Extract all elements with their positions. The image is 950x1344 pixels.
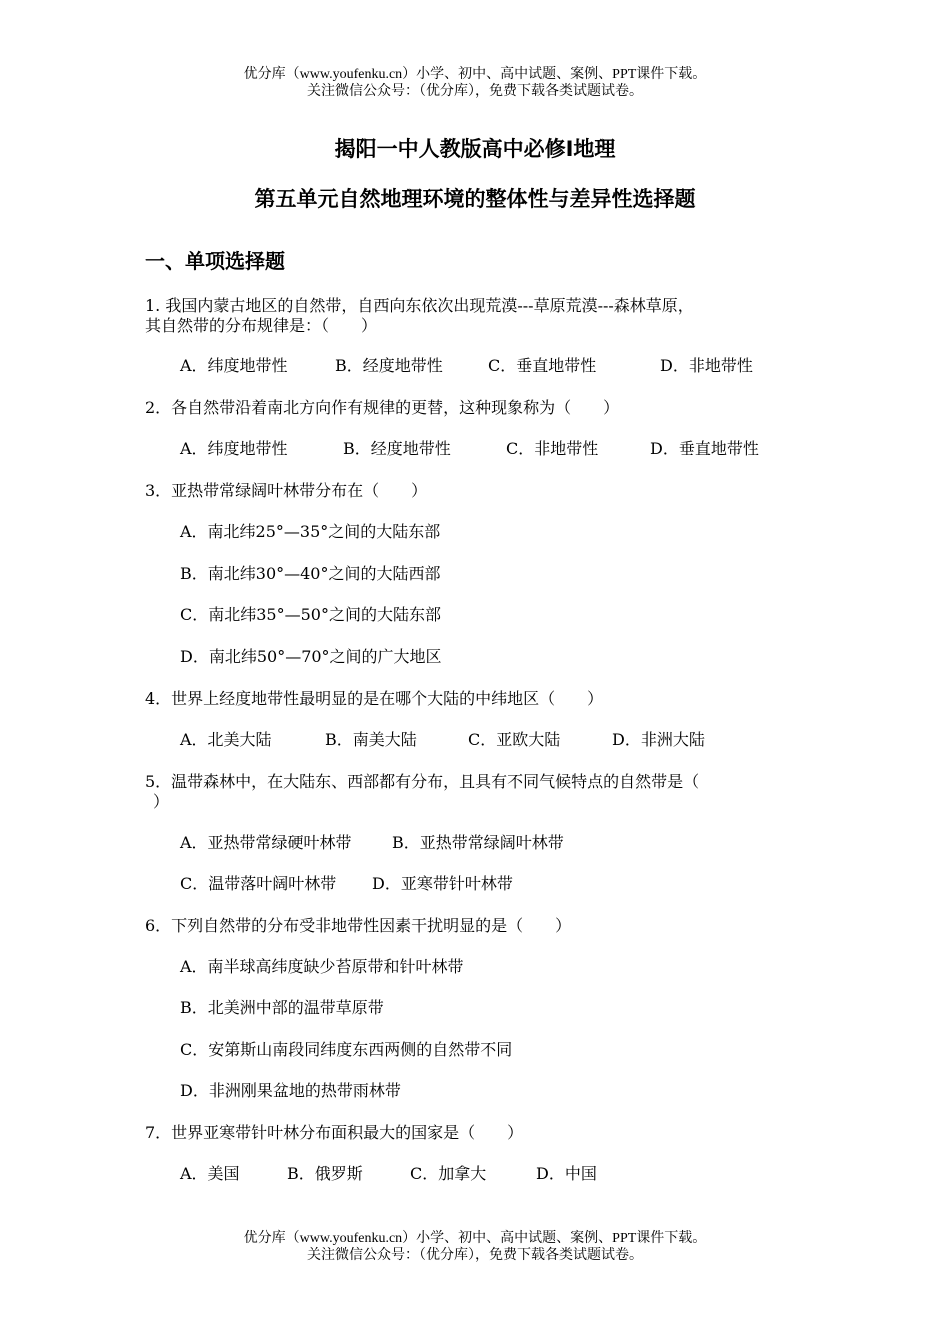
option-b: B．北美洲中部的温带草原带 — [180, 998, 384, 1017]
question-stem-continued: 其自然带的分布规律是：（ ） — [145, 316, 378, 335]
footer-line-2: 关注微信公众号：（优分库），免费下载各类试题试卷。 — [307, 1248, 643, 1263]
option-d: D．中国 — [536, 1164, 597, 1183]
question-5 — [145, 772, 830, 812]
option-c: C．亚欧大陆 — [468, 730, 561, 749]
option-c: C．垂直地带性 — [488, 356, 597, 375]
option-a: A．纬度地带性 — [180, 439, 288, 458]
option-c: C．加拿大 — [410, 1164, 487, 1183]
option-a: A．南北纬25°—35°之间的大陆东部 — [180, 522, 441, 541]
question-stem: 6．下列自然带的分布受非地带性因素干扰明显的是（ ） — [145, 916, 572, 935]
option-b: B．经度地带性 — [343, 439, 451, 458]
option-c: C．非地带性 — [506, 439, 599, 458]
question-stem-continued: ） — [153, 792, 170, 811]
option-c: C．温带落叶阔叶林带 — [180, 874, 337, 893]
option-b: B．经度地带性 — [335, 356, 443, 375]
option-a: A．亚热带常绿硬叶林带 — [180, 833, 352, 852]
section-heading: 一、单项选择题 — [145, 249, 285, 273]
question-1 — [145, 296, 830, 336]
option-a: A．纬度地带性 — [180, 356, 288, 375]
option-b: B．南美大陆 — [325, 730, 417, 749]
option-d: D．亚寒带针叶林带 — [372, 874, 513, 893]
question-6 — [145, 916, 830, 936]
option-a: A．南半球高纬度缺少苔原带和针叶林带 — [180, 957, 464, 976]
question-3 — [145, 481, 830, 501]
footer-line-1: 优分库（www.youfenku.cn）小学、初中、高中试题、案例、PPT课件下载。 — [243, 1231, 707, 1246]
question-stem: 2．各自然带沿着南北方向作有规律的更替，这种现象称为（ ） — [145, 398, 620, 417]
option-c: C．安第斯山南段同纬度东西两侧的自然带不同 — [180, 1040, 513, 1059]
page-header — [0, 66, 950, 100]
question-stem: 7．世界亚寒带针叶林分布面积最大的国家是（ ） — [145, 1123, 524, 1142]
question-7 — [145, 1123, 830, 1143]
question-stem: 5．温带森林中，在大陆东、西部都有分布，且具有不同气候特点的自然带是（ — [145, 772, 700, 791]
option-d: D．南北纬50°—70°之间的广大地区 — [180, 647, 442, 666]
option-b: B．俄罗斯 — [287, 1164, 363, 1183]
question-2 — [145, 398, 830, 418]
header-line-1: 优分库（www.youfenku.cn）小学、初中、高中试题、案例、PPT课件下载。 — [243, 67, 707, 82]
document-subtitle: 第五单元自然地理环境的整体性与差异性选择题 — [254, 187, 696, 211]
option-d: D．非洲大陆 — [612, 730, 705, 749]
document-title: 揭阳一中人教版高中必修I地理 — [334, 137, 616, 161]
option-c: C．南北纬35°—50°之间的大陆东部 — [180, 605, 441, 624]
option-a: A．北美大陆 — [180, 730, 272, 749]
option-d: D．垂直地带性 — [650, 439, 759, 458]
question-stem: 1. 我国内蒙古地区的自然带，自西向东依次出现荒漠---草原荒漠---森林草原， — [145, 296, 694, 315]
option-d: D．非地带性 — [660, 356, 753, 375]
option-b: B．南北纬30°—40°之间的大陆西部 — [180, 564, 441, 583]
option-a: A．美国 — [180, 1164, 240, 1183]
page-footer — [0, 1230, 950, 1264]
question-stem: 4．世界上经度地带性最明显的是在哪个大陆的中纬地区（ ） — [145, 689, 604, 708]
question-stem: 3．亚热带常绿阔叶林带分布在（ ） — [145, 481, 428, 500]
option-b: B．亚热带常绿阔叶林带 — [392, 833, 564, 852]
option-d: D．非洲刚果盆地的热带雨林带 — [180, 1081, 401, 1100]
header-line-2: 关注微信公众号：（优分库），免费下载各类试题试卷。 — [307, 84, 643, 99]
question-4 — [145, 689, 830, 709]
